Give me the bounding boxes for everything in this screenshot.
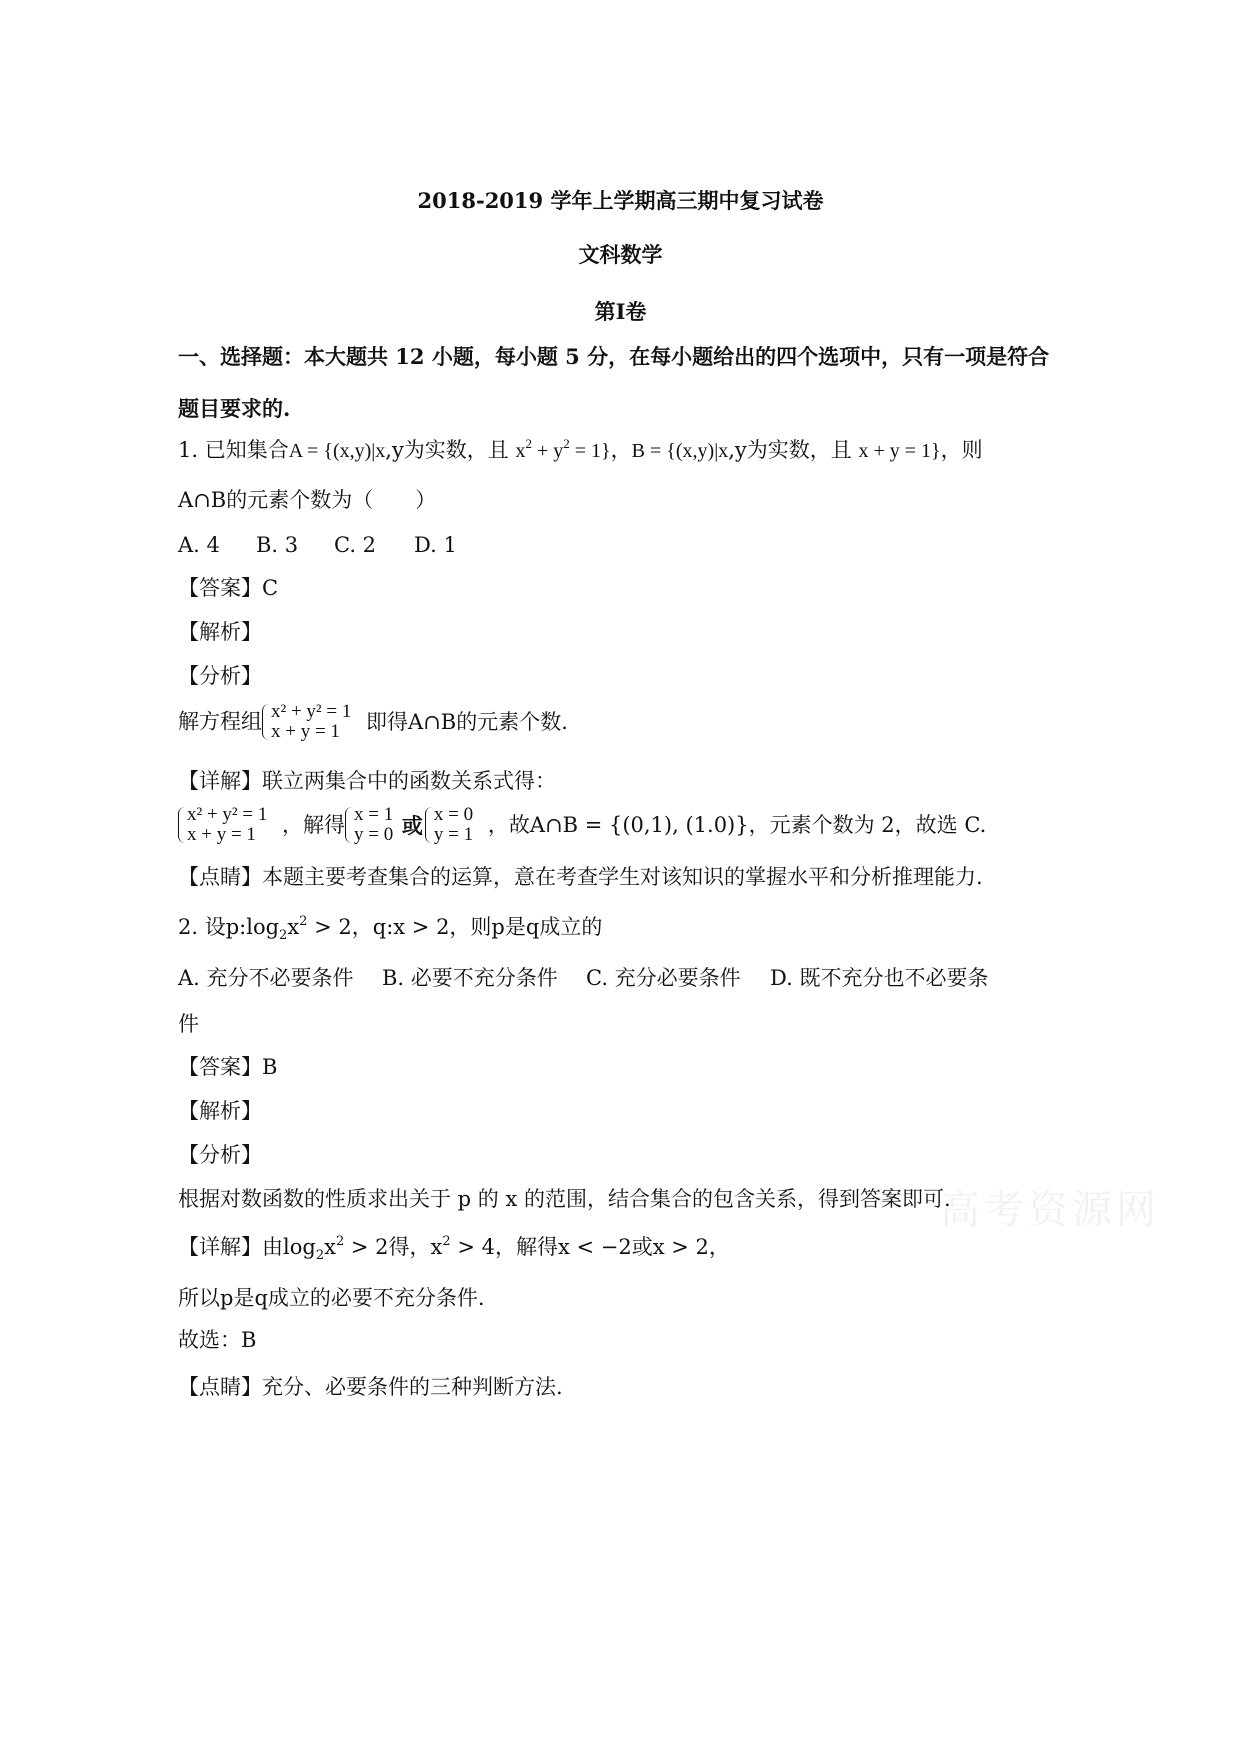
q1-detail-end: ，故A∩B = {(0,1), (1.0)}，元素个数为 2，故选 C. <box>487 812 987 837</box>
q1-stem-line1 <box>178 436 983 462</box>
q1-fenxi-prefix: 解方程组 <box>178 709 262 734</box>
q2-stem: 2. 设$p:\log_2x^2 > 2$，q:x > 2，则p是q成立的 <box>178 914 603 943</box>
q1-stem-prefix: 1. 已知集合 <box>178 438 289 462</box>
q1-equation-system: x² + y² = 1 x + y = 1 <box>262 702 351 742</box>
q1-setA-start: A = {(x,y)|x <box>288 440 386 462</box>
q1-detail-solution <box>178 805 986 845</box>
q2-choose: 故选：B <box>178 1328 257 1352</box>
q1-setB-mid: ,y为实数，且 <box>728 438 852 462</box>
q1-fenxi-label: 【分析】 <box>178 664 262 688</box>
q1-setA-eq: $x^2 + y^2 = 1$} <box>515 436 611 462</box>
q2-options <box>178 968 988 989</box>
q1-solution-2: x = 0 y = 1 <box>425 805 473 845</box>
q1-option-a: A. 4 <box>178 533 220 557</box>
q1-solution-1: x = 1 y = 0 <box>345 805 393 845</box>
section-heading-line2: 题目要求的. <box>178 396 291 421</box>
q1-or: 或 <box>401 812 423 838</box>
q1-detail: 【详解】联立两集合中的函数关系式得： <box>178 769 556 793</box>
q2-option-d: D. 既不充分也不必要条 <box>770 966 989 990</box>
q1-option-c: C. 2 <box>334 533 377 557</box>
q2-option-b: B. 必要不充分条件 <box>382 966 558 990</box>
q2-detail: 【详解】由$\log_2x^2 > 2$得，$x^2 > 4$，解得x < −2或x > 2， <box>178 1234 730 1263</box>
q2-fenxi-label: 【分析】 <box>178 1143 262 1167</box>
q2-options-wrap: 件 <box>178 1012 199 1036</box>
watermark: 高考资源网 <box>940 1187 1160 1233</box>
q2-analysis-label: 【解析】 <box>178 1099 262 1123</box>
q1-detail-system: x² + y² = 1 x + y = 1 <box>178 805 267 845</box>
q2-option-a: A. 充分不必要条件 <box>178 966 354 990</box>
q1-sep: ， <box>610 438 632 462</box>
q1-option-b: B. 3 <box>256 533 299 557</box>
q2-fenxi: 根据对数函数的性质求出关于 p 的 x 的范围，结合集合的包含关系，得到答案即可. <box>178 1187 951 1211</box>
q1-fenxi-suffix: 即得A∩B的元素个数. <box>366 709 568 734</box>
q1-comment: 【点睛】本题主要考查集合的运算，意在考查学生对该知识的掌握水平和分析推理能力. <box>178 865 983 889</box>
exam-volume: 第Ⅰ卷 <box>594 299 647 324</box>
q2-conclusion: 所以p是q成立的必要不充分条件. <box>178 1286 485 1310</box>
q1-answer: 【答案】C <box>178 576 279 600</box>
exam-subject: 文科数学 <box>578 242 663 267</box>
q1-fenxi-line <box>178 702 568 742</box>
q2-answer: 【答案】B <box>178 1055 278 1079</box>
q1-options <box>178 535 457 556</box>
q1-setB-start: B = {(x,y)|x <box>631 440 729 462</box>
q1-setB-eq: x + y = 1} <box>858 440 941 462</box>
q1-stem-suffix: ，则 <box>940 438 983 462</box>
q1-option-d: D. 1 <box>414 533 457 557</box>
q1-setA-mid: ,y为实数，且 <box>385 438 509 462</box>
exam-title: 2018-2019 学年上学期高三期中复习试卷 <box>417 188 824 213</box>
q1-detail-mid: ，解得 <box>282 812 346 837</box>
q1-analysis-label: 【解析】 <box>178 620 262 644</box>
q2-comment: 【点睛】充分、必要条件的三种判断方法. <box>178 1375 563 1399</box>
section-heading-line1: 一、选择题：本大题共 12 小题，每小题 5 分，在每小题给出的四个选项中，只有一项是符合 <box>178 344 1050 369</box>
q2-option-c: C. 充分必要条件 <box>586 966 741 990</box>
q1-stem-line2: A∩B的元素个数为（ ） <box>178 488 437 512</box>
